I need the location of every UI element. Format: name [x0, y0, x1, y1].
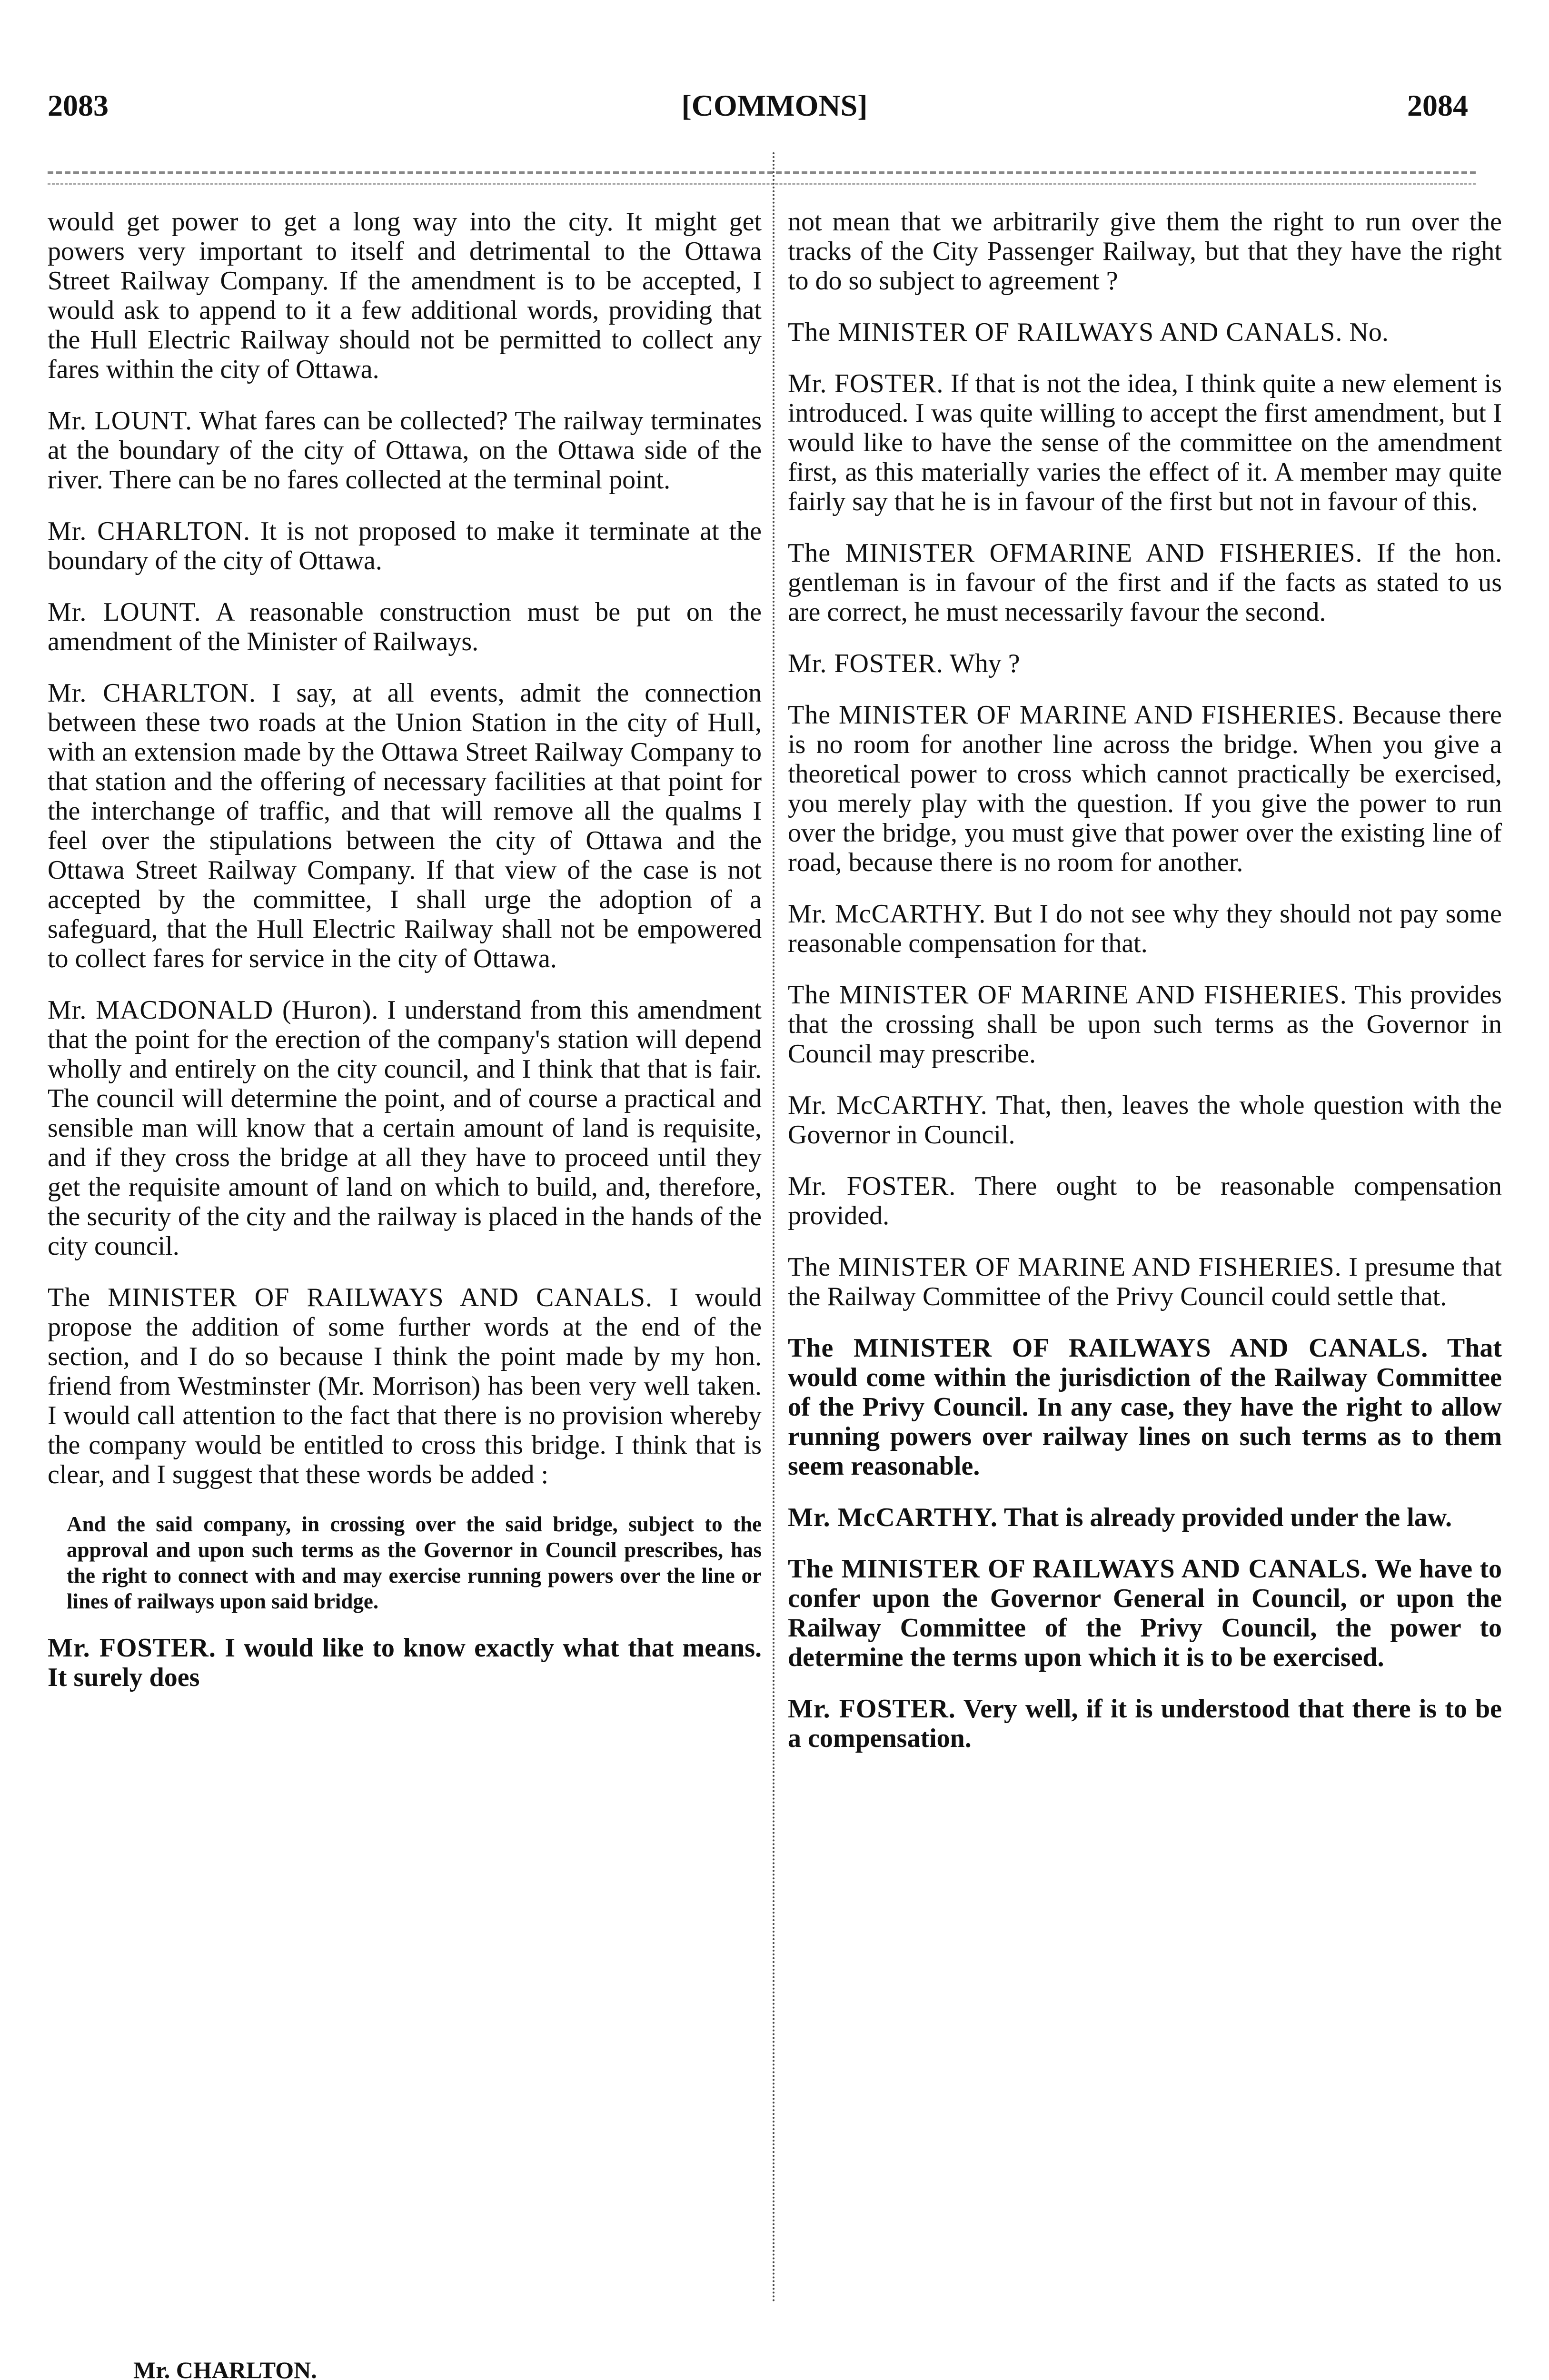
speaker-name: Mr. CHARLTON.	[48, 516, 251, 546]
speaker-name: Mr. McCARTHY.	[788, 899, 986, 929]
speaker-name: Mr. LOUNT.	[48, 597, 201, 627]
speaker-name: Mr. McCARTHY.	[788, 1091, 988, 1120]
speaker-name: Mr. CHARLTON.	[48, 678, 256, 708]
speaker-name: The MINISTER OF MARINE AND FISHERIES.	[788, 1252, 1342, 1282]
page-number-left: 2083	[48, 89, 109, 122]
paragraph: Mr. FOSTER. There ought to be reasonable compensation provided.	[788, 1171, 1502, 1230]
paragraph: The MINISTER OF RAILWAYS AND CANALS. No.	[788, 317, 1389, 347]
page-header	[0, 88, 1549, 140]
speaker-name: The MINISTER OF RAILWAYS AND CANALS.	[788, 317, 1343, 347]
header-rule	[48, 171, 1476, 174]
paragraph: Mr. FOSTER. Why ?	[788, 649, 1020, 678]
speaker-name: Mr. FOSTER.	[788, 369, 944, 398]
speaker-name: The MINISTER OF MARINE AND FISHERIES.	[788, 700, 1345, 730]
speaker-name: Mr. FOSTER.	[788, 1694, 956, 1724]
paragraph: not mean that we arbitrarily give them the right to run over the tracks of the City Passenger Railway, but that they have the right to do so subject to agreement ?	[788, 207, 1502, 296]
paragraph: Mr. FOSTER. Very well, if it is understood that there is to be a compensation.	[788, 1694, 1502, 1753]
right-column	[788, 207, 1502, 1775]
paragraph: The MINISTER OF RAILWAYS AND CANALS. I would propose the addition of some further words at the end of the section, and I do so because I think the point made by my hon. friend from Westminster (Mr. Morrison) has been very well taken. I would call attention to the fact that there is no provision whereby the company would be entitled to cross this bridge. I think that is clear, and I suggest that these words be added :	[48, 1283, 762, 1489]
paragraph: The MINISTER OF RAILWAYS AND CANALS. We have to confer upon the Governor General in Council, or upon the Railway Committee of the Privy Council, the power to determine the terms upon which it is to be exercised.	[788, 1554, 1502, 1672]
speaker-name: The MINISTER OF RAILWAYS AND CANALS.	[48, 1283, 653, 1312]
paragraph: The MINISTER OF MARINE AND FISHERIES. I presume that the Railway Committee of the Privy Council could settle that.	[788, 1252, 1502, 1311]
paragraph: The MINISTER OF MARINE AND FISHERIES. This provides that the crossing shall be upon such terms as the Governor in Council may prescribe.	[788, 980, 1502, 1069]
speaker-name: Mr. FOSTER.	[48, 1633, 216, 1663]
paragraph: The MINISTER OF MARINE AND FISHERIES. Because there is no room for another line across the bridge. When you give a theoretical power to cross which cannot practically be exercised, you merely play with the question. If you give the power to run over the bridge, you must give that power over the existing line of road, because there is no room for another.	[788, 700, 1502, 877]
paragraph: Mr. FOSTER. I would like to know exactly what that means. It surely does	[48, 1633, 762, 1692]
paragraph: Mr. CHARLTON. I say, at all events, admit the connection between these two roads at the Union Station in the city of Hull, with an extension made by the Ottawa Street Railway Company to that station and the offering of necessary facilities at that point for the interchange of traffic, and that will remove all the qualms I feel over the stipulations between the city of Ottawa and the Ottawa Street Railway Company. If that view of the case is not accepted by the committee, I shall urge the adoption of a safeguard, that the Hull Electric Railway shall not be empowered to collect fares for service in the city of Ottawa.	[48, 678, 762, 973]
column-divider	[773, 152, 774, 2304]
paragraph: Mr. McCARTHY. That is already provided under the law.	[788, 1503, 1452, 1532]
speaker-name: The MINISTER OFMARINE AND FISHERIES.	[788, 538, 1363, 568]
paragraph: Mr. CHARLTON. It is not proposed to make it terminate at the boundary of the city of Ottawa.	[48, 516, 762, 575]
paragraph: The MINISTER OF RAILWAYS AND CANALS. That would come within the jurisdiction of the Railway Committee of the Privy Council. In any case, they have the right to allow running powers over railway lines on such terms as to them seem reasonable.	[788, 1333, 1502, 1481]
speaker-name: Mr. LOUNT.	[48, 406, 193, 436]
paragraph: Mr. McCARTHY. That, then, leaves the whole question with the Governor in Council.	[788, 1091, 1502, 1150]
left-column	[48, 207, 762, 1714]
speaker-name: The MINISTER OF RAILWAYS AND CANALS.	[788, 1554, 1368, 1584]
paragraph: Mr. McCARTHY. But I do not see why they should not pay some reasonable compensation for that.	[788, 899, 1502, 958]
page-title: [COMMONS]	[681, 89, 868, 122]
catchword-footer: Mr. CHARLTON.	[133, 2357, 317, 2380]
paragraph: Mr. MACDONALD (Huron). I understand from this amendment that the point for the erection of the company's station will depend wholly and entirely on the city council, and I think that that is fair. The council will determine the point, and of course a practical and sensible man will know that a certain amount of land is requisite, and if they cross the bridge at all they have to proceed until they get the requisite amount of land on which to build, and, therefore, the security of the city and the railway is placed in the hands of the city council.	[48, 995, 762, 1261]
paragraph: The MINISTER OFMARINE AND FISHERIES. If the hon. gentleman is in favour of the first and if the facts as stated to us are correct, he must necessarily favour the second.	[788, 538, 1502, 627]
page-number-right: 2084	[1407, 89, 1468, 122]
speaker-name: The MINISTER OF MARINE AND FISHERIES.	[788, 980, 1347, 1010]
speaker-name: The MINISTER OF RAILWAYS AND CANALS.	[788, 1333, 1429, 1363]
speaker-name: Mr. MACDONALD (Huron).	[48, 995, 379, 1025]
speaker-name: Mr. FOSTER.	[788, 649, 943, 678]
quoted-amendment: And the said company, in crossing over the said bridge, subject to the approval and upon such terms as the Governor in Council prescribes, has the right to connect with and may exercise running powers over the line or lines of railways upon said bridge.	[67, 1512, 762, 1613]
paragraph: Mr. LOUNT. What fares can be collected? The railway terminates at the boundary of the city of Ottawa, on the Ottawa side of the river. There can be no fares collected at the terminal point.	[48, 406, 762, 495]
speaker-name: Mr. FOSTER.	[788, 1171, 956, 1201]
paragraph: Mr. FOSTER. If that is not the idea, I think quite a new element is introduced. I was quite willing to accept the first amendment, but I would like to have the sense of the committee on the amendment first, as this materially varies the effect of it. A member may quite fairly say that he is in favour of the first but not in favour of this.	[788, 369, 1502, 516]
paragraph: Mr. LOUNT. A reasonable construction must be put on the amendment of the Minister of Railways.	[48, 597, 762, 656]
speaker-name: Mr. McCARTHY.	[788, 1503, 998, 1532]
header-rule-secondary	[48, 183, 1476, 185]
paragraph: would get power to get a long way into the city. It might get powers very important to itself and detrimental to the Ottawa Street Railway Company. If the amendment is to be accepted, I would ask to append to it a few additional words, providing that the Hull Electric Railway should not be permitted to collect any fares within the city of Ottawa.	[48, 207, 762, 384]
